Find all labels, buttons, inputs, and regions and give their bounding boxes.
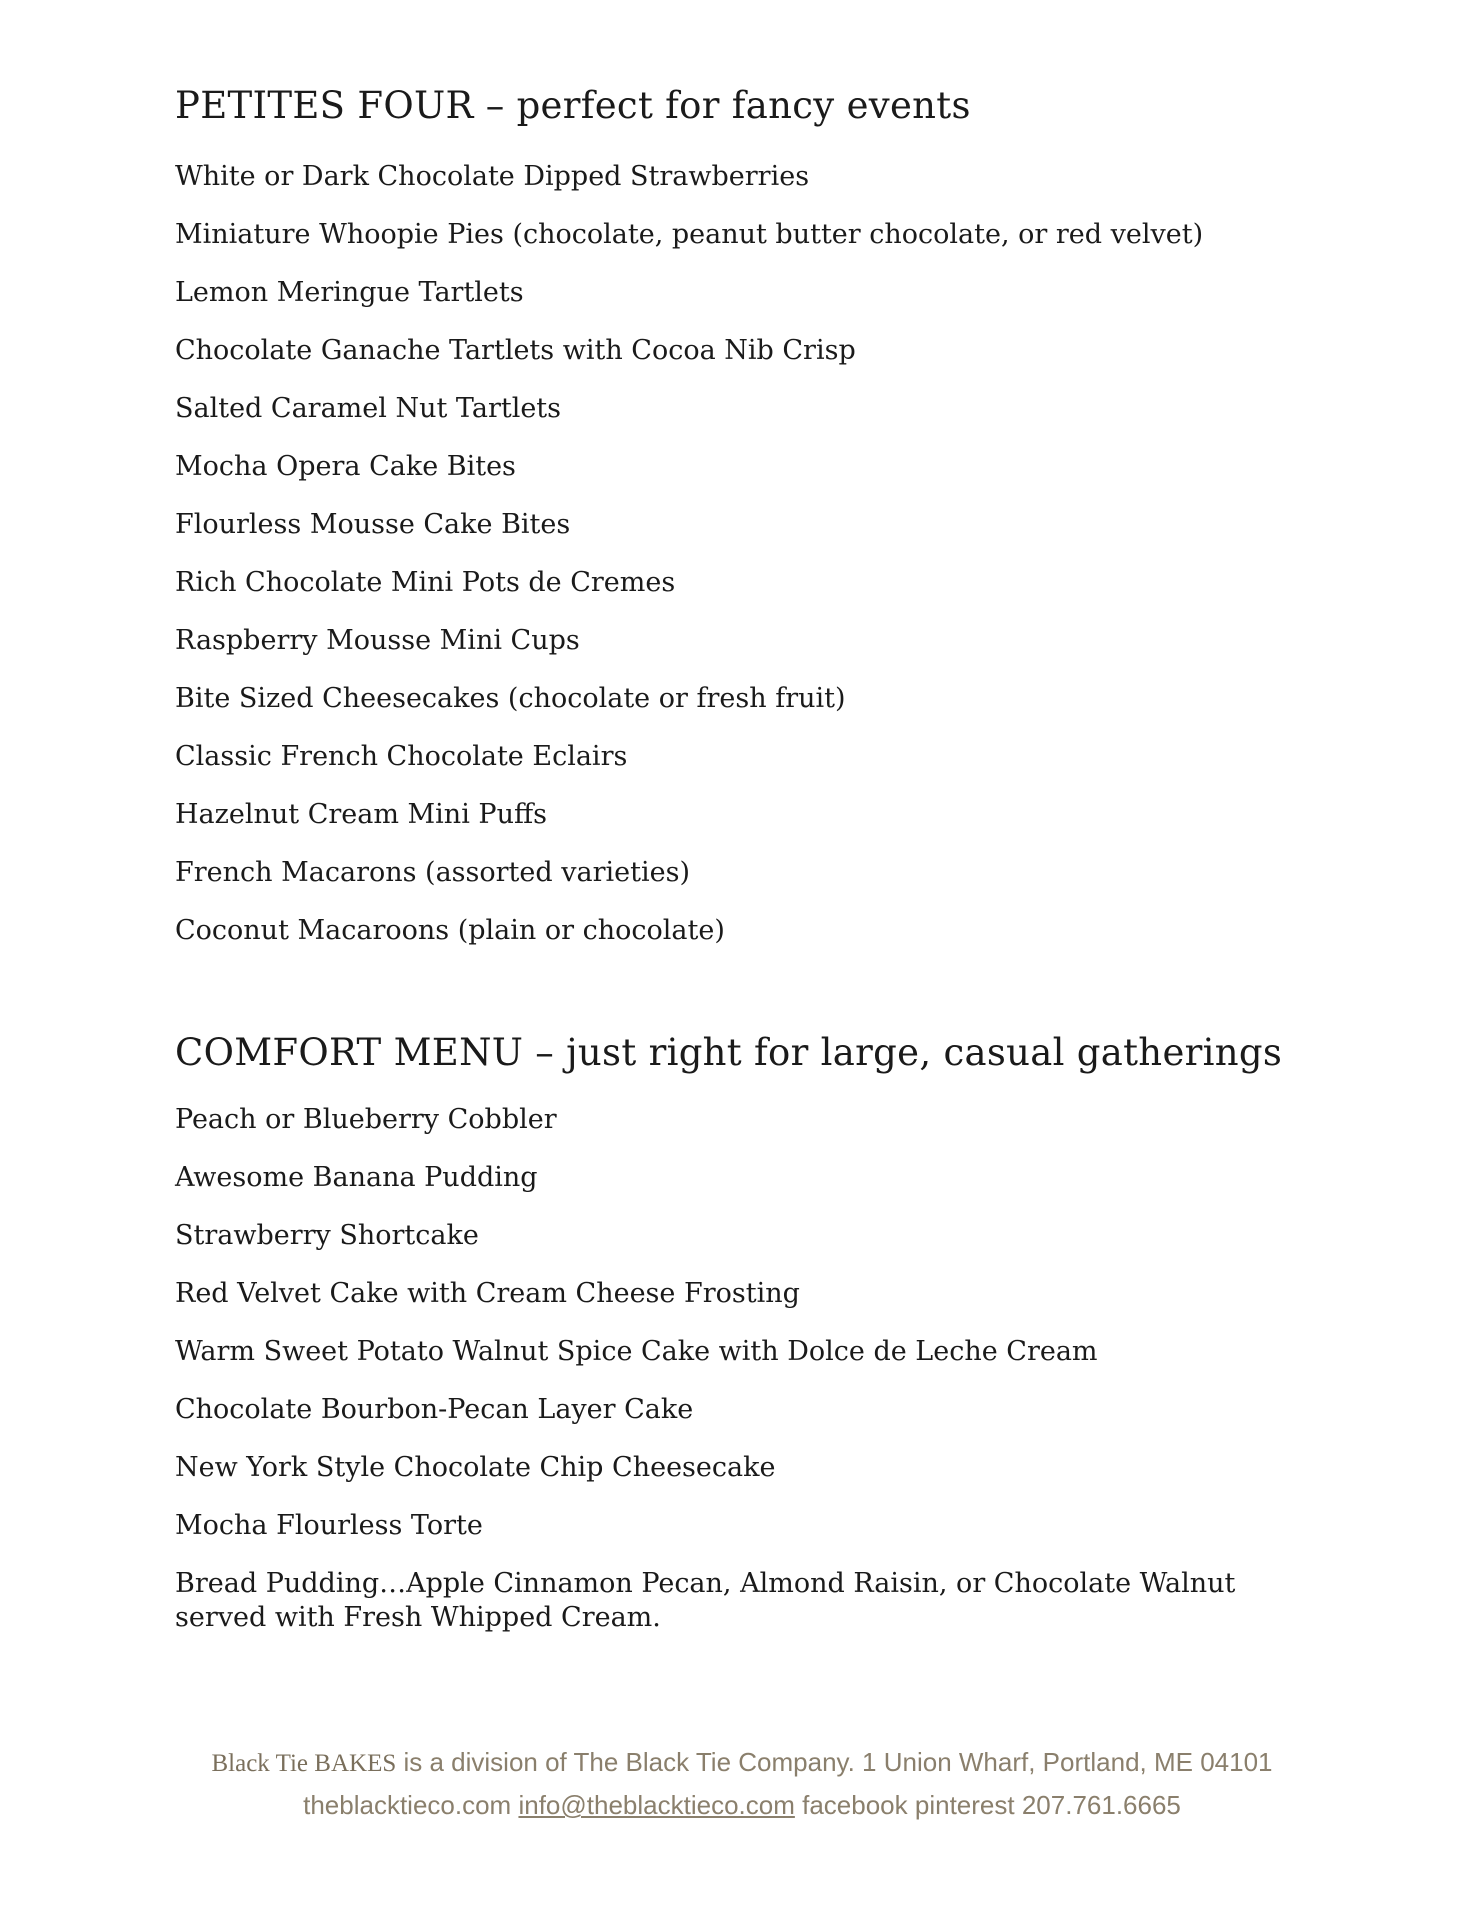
list-item: Mocha Opera Cake Bites <box>175 451 516 482</box>
list-item: White or Dark Chocolate Dipped Strawberries <box>175 161 810 192</box>
footer-links <box>0 1790 1484 1821</box>
list-item: Bite Sized Cheesecakes (chocolate or fresh fruit) <box>175 683 846 714</box>
list-item: Red Velvet Cake with Cream Cheese Frosting <box>175 1278 800 1309</box>
list-item: Chocolate Ganache Tartlets with Cocoa Nib Crisp <box>175 335 856 366</box>
comfort-menu-list <box>175 1103 1325 1635</box>
list-item: Chocolate Bourbon-Pecan Layer Cake <box>175 1394 694 1425</box>
footer-address-line <box>0 1747 1484 1778</box>
facebook-link[interactable]: facebook <box>802 1790 908 1820</box>
list-item: Hazelnut Cream Mini Puffs <box>175 799 548 830</box>
petites-four-list <box>175 160 1325 972</box>
list-item: Raspberry Mousse Mini Cups <box>175 625 580 656</box>
website-link[interactable]: theblacktieco.com <box>303 1790 512 1820</box>
company-address: is a division of The Black Tie Company. 1 Union Wharf, Portland, ME 04101 <box>396 1747 1273 1777</box>
list-item: Rich Chocolate Mini Pots de Cremes <box>175 567 676 598</box>
list-item: Miniature Whoopie Pies (chocolate, peanut butter chocolate, or red velvet) <box>175 219 1204 250</box>
list-item: Mocha Flourless Torte <box>175 1510 483 1541</box>
list-item: Flourless Mousse Cake Bites <box>175 509 571 540</box>
email-link[interactable]: info@theblacktieco.com <box>518 1790 795 1820</box>
list-item: French Macarons (assorted varieties) <box>175 857 690 888</box>
list-item: Warm Sweet Potato Walnut Spice Cake with Dolce de Leche Cream <box>175 1336 1098 1367</box>
pinterest-link[interactable]: pinterest <box>914 1790 1015 1820</box>
list-item: Coconut Macaroons (plain or chocolate) <box>175 915 725 946</box>
section-title-comfort-menu: COMFORT MENU – just right for large, casual gatherings <box>175 1031 1283 1074</box>
phone-number: 207.761.6665 <box>1021 1790 1181 1820</box>
list-item: Lemon Meringue Tartlets <box>175 277 524 308</box>
list-item: New York Style Chocolate Chip Cheesecake <box>175 1452 776 1483</box>
list-item: Classic French Chocolate Eclairs <box>175 741 628 772</box>
list-item: Awesome Banana Pudding <box>175 1162 538 1193</box>
list-item: Bread Pudding…Apple Cinnamon Pecan, Almond Raisin, or Chocolate Walnut served with Fresh Whipped Cream. <box>175 1568 1236 1633</box>
list-item: Peach or Blueberry Cobbler <box>175 1104 557 1135</box>
section-title-petites-four: PETITES FOUR – perfect for fancy events <box>175 84 971 127</box>
list-item: Salted Caramel Nut Tartlets <box>175 393 562 424</box>
list-item: Strawberry Shortcake <box>175 1220 479 1251</box>
brand-name: Black Tie BAKES <box>211 1750 397 1777</box>
